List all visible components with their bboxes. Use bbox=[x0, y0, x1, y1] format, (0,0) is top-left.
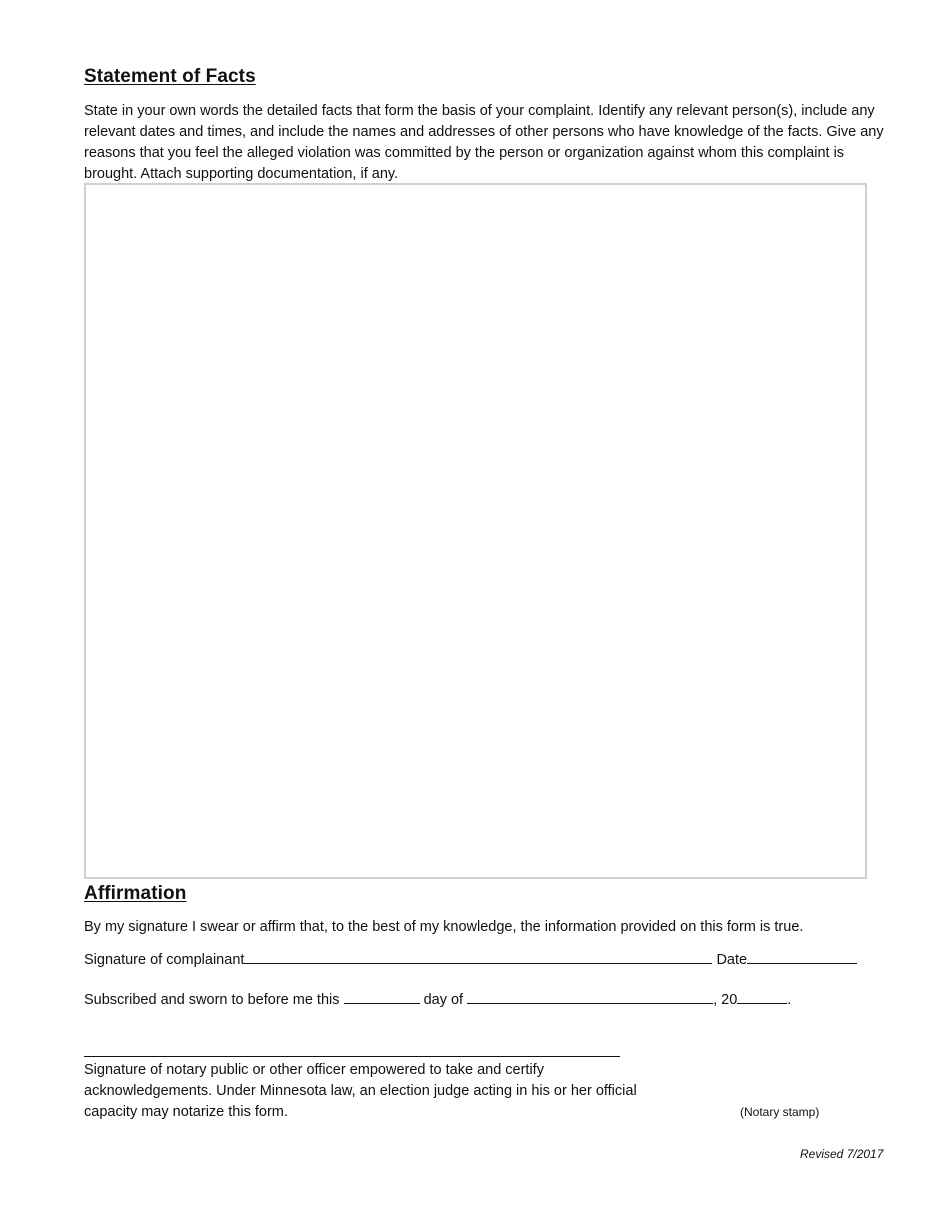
day-of-label: day of bbox=[423, 992, 464, 1008]
date-label: Date bbox=[716, 952, 748, 968]
signature-field[interactable] bbox=[244, 949, 712, 964]
signature-row bbox=[84, 949, 857, 971]
statement-of-facts-heading: Statement of Facts bbox=[84, 66, 256, 87]
signature-label: Signature of complainant bbox=[84, 952, 245, 968]
date-field[interactable] bbox=[747, 949, 857, 964]
notary-caption: Signature of notary public or other officer empowered to take and certify acknowledgements. Under Minnesota law, an election judge acting in his or her official capacity may notarize this form. bbox=[84, 1062, 637, 1120]
affirmation-oath: By my signature I swear or affirm that, to the best of my knowledge, the information provided on this form is true. bbox=[84, 919, 804, 935]
statement-of-facts-field[interactable] bbox=[84, 183, 867, 879]
revised-date: Revised 7/2017 bbox=[800, 1147, 884, 1161]
year-suffix: . bbox=[787, 992, 792, 1008]
year-prefix: , 20 bbox=[713, 992, 738, 1008]
sworn-day-field[interactable] bbox=[344, 989, 420, 1004]
notary-stamp-label: (Notary stamp) bbox=[740, 1105, 820, 1119]
statement-instructions: State in your own words the detailed facts that form the basis of your complaint. Identify any relevant person(s), include any relevant dates and times, and include the names and addresses of other persons who have knowledge of the facts. Give any reasons that you feel the alleged violation was committed by the person or organization against whom this complaint is brought. Attach supporting documentation, if any. bbox=[84, 103, 884, 182]
sworn-row bbox=[84, 989, 791, 1011]
affirmation-heading: Affirmation bbox=[84, 883, 187, 904]
sworn-month-field[interactable] bbox=[467, 989, 713, 1004]
sworn-year-field[interactable] bbox=[737, 989, 787, 1004]
notary-signature-field[interactable] bbox=[84, 1056, 620, 1057]
sworn-prefix: Subscribed and sworn to before me this bbox=[84, 992, 340, 1008]
